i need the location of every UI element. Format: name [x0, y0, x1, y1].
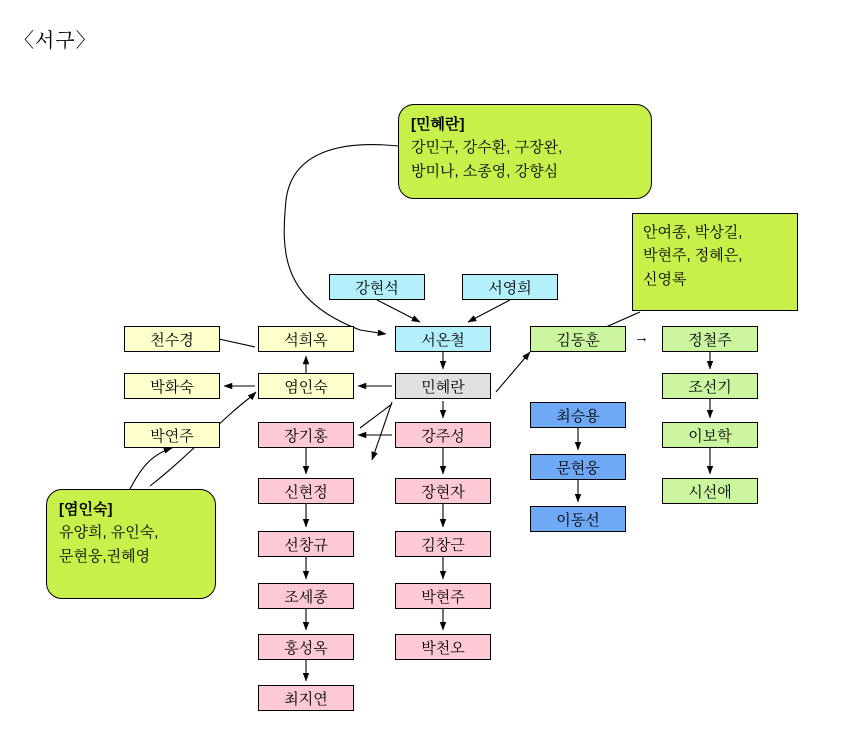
node-min-hye-ran[interactable]: [395, 373, 491, 399]
node-jang-hyeon-ja[interactable]: [395, 478, 491, 504]
node-cheon-su-gyeong[interactable]: [124, 326, 220, 352]
node-label: 박화숙: [150, 378, 194, 396]
node-label: 홍성옥: [284, 639, 328, 657]
node-bak-hyeon-ju[interactable]: [395, 583, 491, 609]
box-line: 신영록: [643, 270, 687, 288]
node-label: 시선애: [688, 483, 732, 501]
bubble-line: 방미나, 소종영, 강향심: [411, 162, 559, 180]
node-label: 정철주: [688, 331, 732, 349]
node-label: 서영희: [488, 279, 532, 297]
node-bak-hwa-suk[interactable]: [124, 373, 220, 399]
node-kim-dong-hun[interactable]: [530, 326, 626, 352]
node-label: 장현자: [421, 483, 465, 501]
node-label: 염인숙: [284, 378, 328, 396]
node-label: 이보학: [688, 427, 732, 445]
node-hong-seong-ok[interactable]: [258, 634, 354, 660]
node-jeong-cheol-ju[interactable]: [662, 326, 758, 352]
node-label: 조선기: [688, 378, 732, 396]
node-kang-hyeon-seok[interactable]: [329, 274, 425, 300]
node-yeom-in-suk[interactable]: [258, 373, 354, 399]
bubble-line: 강민구, 강수환, 구장완,: [411, 139, 563, 157]
node-label: 강현석: [355, 279, 399, 297]
node-label: 최지연: [284, 690, 328, 708]
node-i-dong-seon[interactable]: [530, 506, 626, 532]
node-label: 문현웅: [556, 459, 600, 477]
kim-dong-hun-members-box[interactable]: [632, 213, 798, 311]
node-label: 석희옥: [284, 331, 328, 349]
node-label: 서온철: [421, 331, 465, 349]
node-seo-yeong-hui[interactable]: [462, 274, 558, 300]
node-bak-cheon-o[interactable]: [395, 634, 491, 660]
bubble-line: 유양희, 유인숙,: [59, 524, 159, 542]
bubble-heading: [민혜란]: [411, 116, 465, 133]
arrow-kim-dong-hun-to-jeong-cheol-ju: →: [634, 329, 649, 346]
node-label: 김동훈: [556, 331, 600, 349]
node-jo-se-jong[interactable]: [258, 583, 354, 609]
node-mun-hyeon-ung[interactable]: [530, 454, 626, 480]
min-hye-ran-bubble[interactable]: [398, 104, 652, 199]
bubble-heading: [염인숙]: [59, 501, 113, 518]
node-label: 박연주: [150, 427, 194, 445]
page-title: 〈서구〉: [14, 30, 97, 52]
node-label: 이동선: [556, 511, 600, 529]
node-choi-ji-yeon[interactable]: [258, 685, 354, 711]
node-label: 최승용: [556, 407, 600, 425]
node-label: 신현정: [284, 483, 328, 501]
node-label: 민혜란: [421, 378, 465, 396]
node-seo-on-cheol[interactable]: [395, 326, 491, 352]
node-kang-ju-seong[interactable]: [395, 422, 491, 448]
node-seok-hui-ok[interactable]: [258, 326, 354, 352]
node-label: 박천오: [421, 639, 465, 657]
node-label: 강주성: [421, 427, 465, 445]
node-label: 조세종: [284, 588, 328, 606]
node-sin-hyeon-jeong[interactable]: [258, 478, 354, 504]
node-kim-chang-geun[interactable]: [395, 531, 491, 557]
node-label: 천수경: [150, 331, 194, 349]
box-line: 박현주, 정혜은,: [643, 247, 743, 265]
node-seon-chang-gyu[interactable]: [258, 531, 354, 557]
node-jo-seon-gi[interactable]: [662, 373, 758, 399]
node-bak-yeon-ju[interactable]: [124, 422, 220, 448]
node-choi-seung-yong[interactable]: [530, 402, 626, 428]
yeom-in-suk-bubble[interactable]: [46, 489, 216, 599]
node-label: 박현주: [421, 588, 465, 606]
bubble-line: 문현웅,권혜영: [59, 547, 151, 565]
node-si-seon-ae[interactable]: [662, 478, 758, 504]
node-label: 김창근: [421, 536, 465, 554]
node-label: 선창규: [284, 536, 328, 554]
node-jang-gi-hong[interactable]: [258, 422, 354, 448]
node-label: 장기홍: [284, 427, 328, 445]
box-line: 안여종, 박상길,: [643, 224, 743, 241]
node-i-bo-hak[interactable]: [662, 422, 758, 448]
